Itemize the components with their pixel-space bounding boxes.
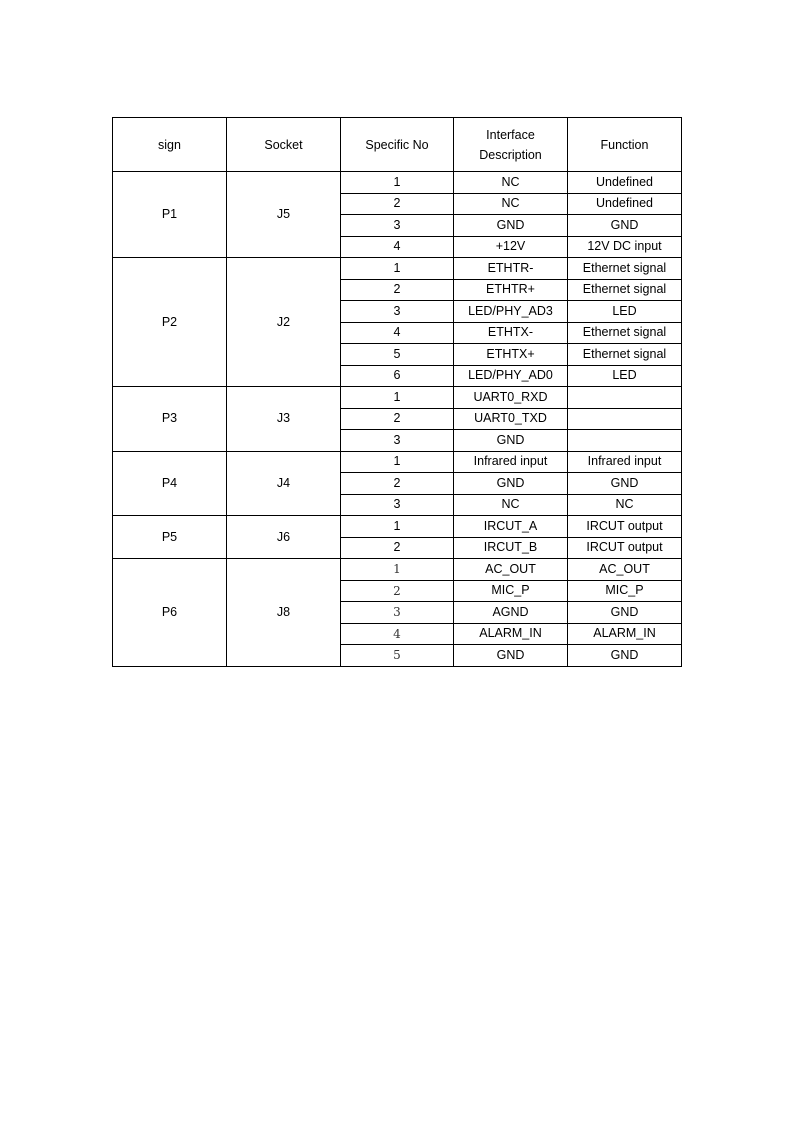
cell-function: GND	[568, 602, 682, 624]
cell-specific-no: 1	[341, 451, 454, 473]
table-body	[113, 172, 682, 667]
cell-function: ALARM_IN	[568, 623, 682, 645]
cell-specific-no: 2	[341, 193, 454, 215]
table-row	[113, 387, 682, 409]
cell-specific-no: 3	[341, 430, 454, 452]
cell-function: Ethernet signal	[568, 322, 682, 344]
header-socket: Socket	[227, 118, 341, 172]
header-specific-no: Specific No	[341, 118, 454, 172]
table-row	[113, 172, 682, 194]
cell-function: GND	[568, 645, 682, 667]
pin-definition-table	[112, 117, 682, 667]
cell-function: GND	[568, 473, 682, 495]
cell-sign: P1	[113, 172, 227, 258]
table-row	[113, 258, 682, 280]
cell-interface-description: UART0_TXD	[454, 408, 568, 430]
header-interface-description	[454, 118, 568, 172]
cell-function: Ethernet signal	[568, 279, 682, 301]
cell-function: AC_OUT	[568, 559, 682, 581]
cell-interface-description: GND	[454, 473, 568, 495]
cell-interface-description: GND	[454, 645, 568, 667]
header-interface-line2: Description	[479, 147, 542, 162]
cell-function: Ethernet signal	[568, 258, 682, 280]
table-row	[113, 451, 682, 473]
cell-sign: P3	[113, 387, 227, 452]
cell-sign: P4	[113, 451, 227, 516]
cell-interface-description: GND	[454, 430, 568, 452]
cell-specific-no: 4	[341, 236, 454, 258]
cell-function: 12V DC input	[568, 236, 682, 258]
cell-specific-no: 2	[341, 279, 454, 301]
cell-interface-description: LED/PHY_AD0	[454, 365, 568, 387]
cell-specific-no: 1	[341, 258, 454, 280]
cell-interface-description: NC	[454, 494, 568, 516]
cell-interface-description: NC	[454, 193, 568, 215]
cell-specific-no: 6	[341, 365, 454, 387]
cell-function: LED	[568, 365, 682, 387]
cell-interface-description: IRCUT_A	[454, 516, 568, 538]
header-function: Function	[568, 118, 682, 172]
cell-specific-no: 2	[341, 537, 454, 559]
cell-interface-description: GND	[454, 215, 568, 237]
cell-interface-description: AC_OUT	[454, 559, 568, 581]
cell-interface-description: UART0_RXD	[454, 387, 568, 409]
cell-function: Undefined	[568, 172, 682, 194]
cell-specific-no: 1	[341, 516, 454, 538]
cell-specific-no: 2	[341, 408, 454, 430]
cell-function: IRCUT output	[568, 516, 682, 538]
cell-socket: J8	[227, 559, 341, 667]
cell-interface-description: ETHTR+	[454, 279, 568, 301]
table-row	[113, 516, 682, 538]
cell-interface-description: LED/PHY_AD3	[454, 301, 568, 323]
cell-specific-no: 3	[341, 494, 454, 516]
cell-sign: P6	[113, 559, 227, 667]
cell-specific-no: 4	[341, 322, 454, 344]
cell-function: Infrared input	[568, 451, 682, 473]
cell-specific-no: 1	[341, 387, 454, 409]
cell-socket: J4	[227, 451, 341, 516]
cell-specific-no: 5	[341, 645, 454, 667]
cell-socket: J6	[227, 516, 341, 559]
cell-function	[568, 408, 682, 430]
cell-specific-no: 1	[341, 559, 454, 581]
cell-function: NC	[568, 494, 682, 516]
cell-function: LED	[568, 301, 682, 323]
cell-interface-description: AGND	[454, 602, 568, 624]
cell-function	[568, 387, 682, 409]
cell-specific-no: 3	[341, 602, 454, 624]
cell-socket: J5	[227, 172, 341, 258]
cell-function: GND	[568, 215, 682, 237]
cell-specific-no: 2	[341, 580, 454, 602]
cell-interface-description: +12V	[454, 236, 568, 258]
cell-function: IRCUT output	[568, 537, 682, 559]
cell-function: MIC_P	[568, 580, 682, 602]
cell-function: Ethernet signal	[568, 344, 682, 366]
cell-specific-no: 4	[341, 623, 454, 645]
cell-interface-description: ETHTX-	[454, 322, 568, 344]
cell-specific-no: 5	[341, 344, 454, 366]
cell-specific-no: 1	[341, 172, 454, 194]
header-sign: sign	[113, 118, 227, 172]
header-row	[113, 118, 682, 172]
header-interface-line1: Interface	[486, 127, 535, 142]
cell-function: Undefined	[568, 193, 682, 215]
cell-interface-description: MIC_P	[454, 580, 568, 602]
cell-interface-description: ALARM_IN	[454, 623, 568, 645]
cell-socket: J2	[227, 258, 341, 387]
cell-sign: P5	[113, 516, 227, 559]
table-row	[113, 559, 682, 581]
cell-interface-description: Infrared input	[454, 451, 568, 473]
cell-specific-no: 3	[341, 301, 454, 323]
cell-specific-no: 2	[341, 473, 454, 495]
cell-sign: P2	[113, 258, 227, 387]
table-header	[113, 118, 682, 172]
cell-interface-description: NC	[454, 172, 568, 194]
cell-interface-description: IRCUT_B	[454, 537, 568, 559]
cell-interface-description: ETHTR-	[454, 258, 568, 280]
cell-interface-description: ETHTX+	[454, 344, 568, 366]
cell-socket: J3	[227, 387, 341, 452]
cell-function	[568, 430, 682, 452]
cell-specific-no: 3	[341, 215, 454, 237]
